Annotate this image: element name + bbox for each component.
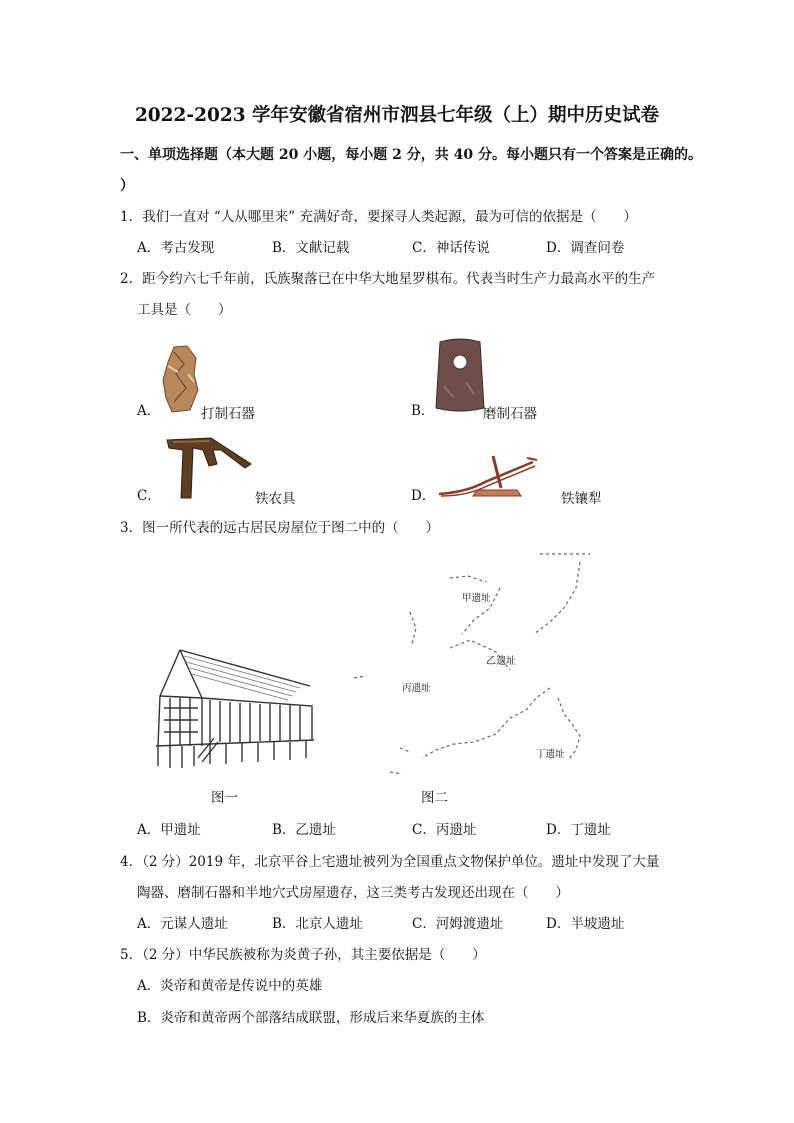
q2-stem: 2．距今约六七千年前，氏族聚落已在中华大地星罗棋布。代表当时生产力最高水平的生产 <box>120 271 656 287</box>
q5-option-a[interactable]: A．炎帝和黄帝是传说中的英雄 <box>137 978 323 994</box>
q4-option-c[interactable]: C．河姆渡遗址 <box>412 916 504 932</box>
q4-option-a[interactable]: A．元谋人遗址 <box>137 916 228 932</box>
q5-option-b[interactable]: B．炎帝和黄帝两个部落结成联盟，形成后来华夏族的主体 <box>137 1010 485 1026</box>
q1-option-b[interactable]: B．文献记载 <box>272 240 350 256</box>
fig1-caption: 图一 <box>211 790 238 806</box>
map-label-ding: 丁遗址 <box>536 749 565 760</box>
q2-option-c[interactable]: C． <box>137 488 161 504</box>
iron-plough-icon <box>437 452 541 500</box>
map-label-jia: 甲遗址 <box>462 593 491 604</box>
q3-stem: 3．图一所代表的远古居民房屋位于图二中的（ ） <box>120 520 440 536</box>
q2-stem-cont: 工具是（ ） <box>137 302 232 318</box>
q1-option-d[interactable]: D．调查问卷 <box>546 240 625 256</box>
q3-option-a[interactable]: A．甲遗址 <box>137 822 201 838</box>
map-label-yi: 乙遗址 <box>486 656 516 667</box>
q4-stem-cont: 陶器、磨制石器和半地穴式房屋遗存，这三类考古发现还出现在（ ） <box>137 885 569 901</box>
archaeological-sites-map <box>350 548 602 780</box>
polished-stone-axe-icon <box>434 336 486 414</box>
page-title: 2022-2023 学年安徽省宿州市泗县七年级（上）期中历史试卷 <box>134 105 660 126</box>
q4-option-d[interactable]: D．半坡遗址 <box>546 916 625 932</box>
q2-caption-a: 打制石器 <box>201 406 255 422</box>
q1-option-c[interactable]: C．神话传说 <box>412 240 490 256</box>
q4-stem: 4．（2 分）2019 年，北京平谷上宅遗址被列为全国重点文物保护单位。遗址中发现了大量 <box>120 854 660 870</box>
q2-caption-d: 铁镶犁 <box>561 491 602 507</box>
q3-option-d[interactable]: D．丁遗址 <box>546 822 611 838</box>
q1-stem: 1．我们一直对 “人从哪里来” 充满好奇，要探寻人类起源，最为可信的依据是（ ） <box>120 209 637 225</box>
q2-option-d[interactable]: D． <box>411 488 436 504</box>
q1-option-a[interactable]: A．考古发现 <box>137 240 215 256</box>
map-label-bing: 丙遗址 <box>402 683 431 694</box>
q2-caption-c: 铁农具 <box>255 491 296 507</box>
q5-stem: 5．（2 分）中华民族被称为炎黄子孙，其主要依据是（ ） <box>120 947 486 963</box>
section-heading-end: ） <box>120 178 134 194</box>
q4-option-b[interactable]: B．北京人遗址 <box>272 916 363 932</box>
q2-option-a[interactable]: A． <box>137 403 161 419</box>
fig2-caption: 图二 <box>421 790 448 806</box>
iron-farm-tool-icon <box>163 434 255 502</box>
stilt-house-figure <box>150 648 318 773</box>
section-heading: 一、单项选择题（本大题 20 小题，每小题 2 分，共 40 分。每小题只有一个答案是正确的。 <box>120 147 702 163</box>
q3-option-b[interactable]: B．乙遗址 <box>272 822 336 838</box>
q2-option-b[interactable]: B． <box>411 403 435 419</box>
q2-caption-b: 磨制石器 <box>483 406 537 422</box>
chipped-stone-tool-icon <box>160 344 200 414</box>
q3-option-c[interactable]: C．丙遗址 <box>412 822 477 838</box>
